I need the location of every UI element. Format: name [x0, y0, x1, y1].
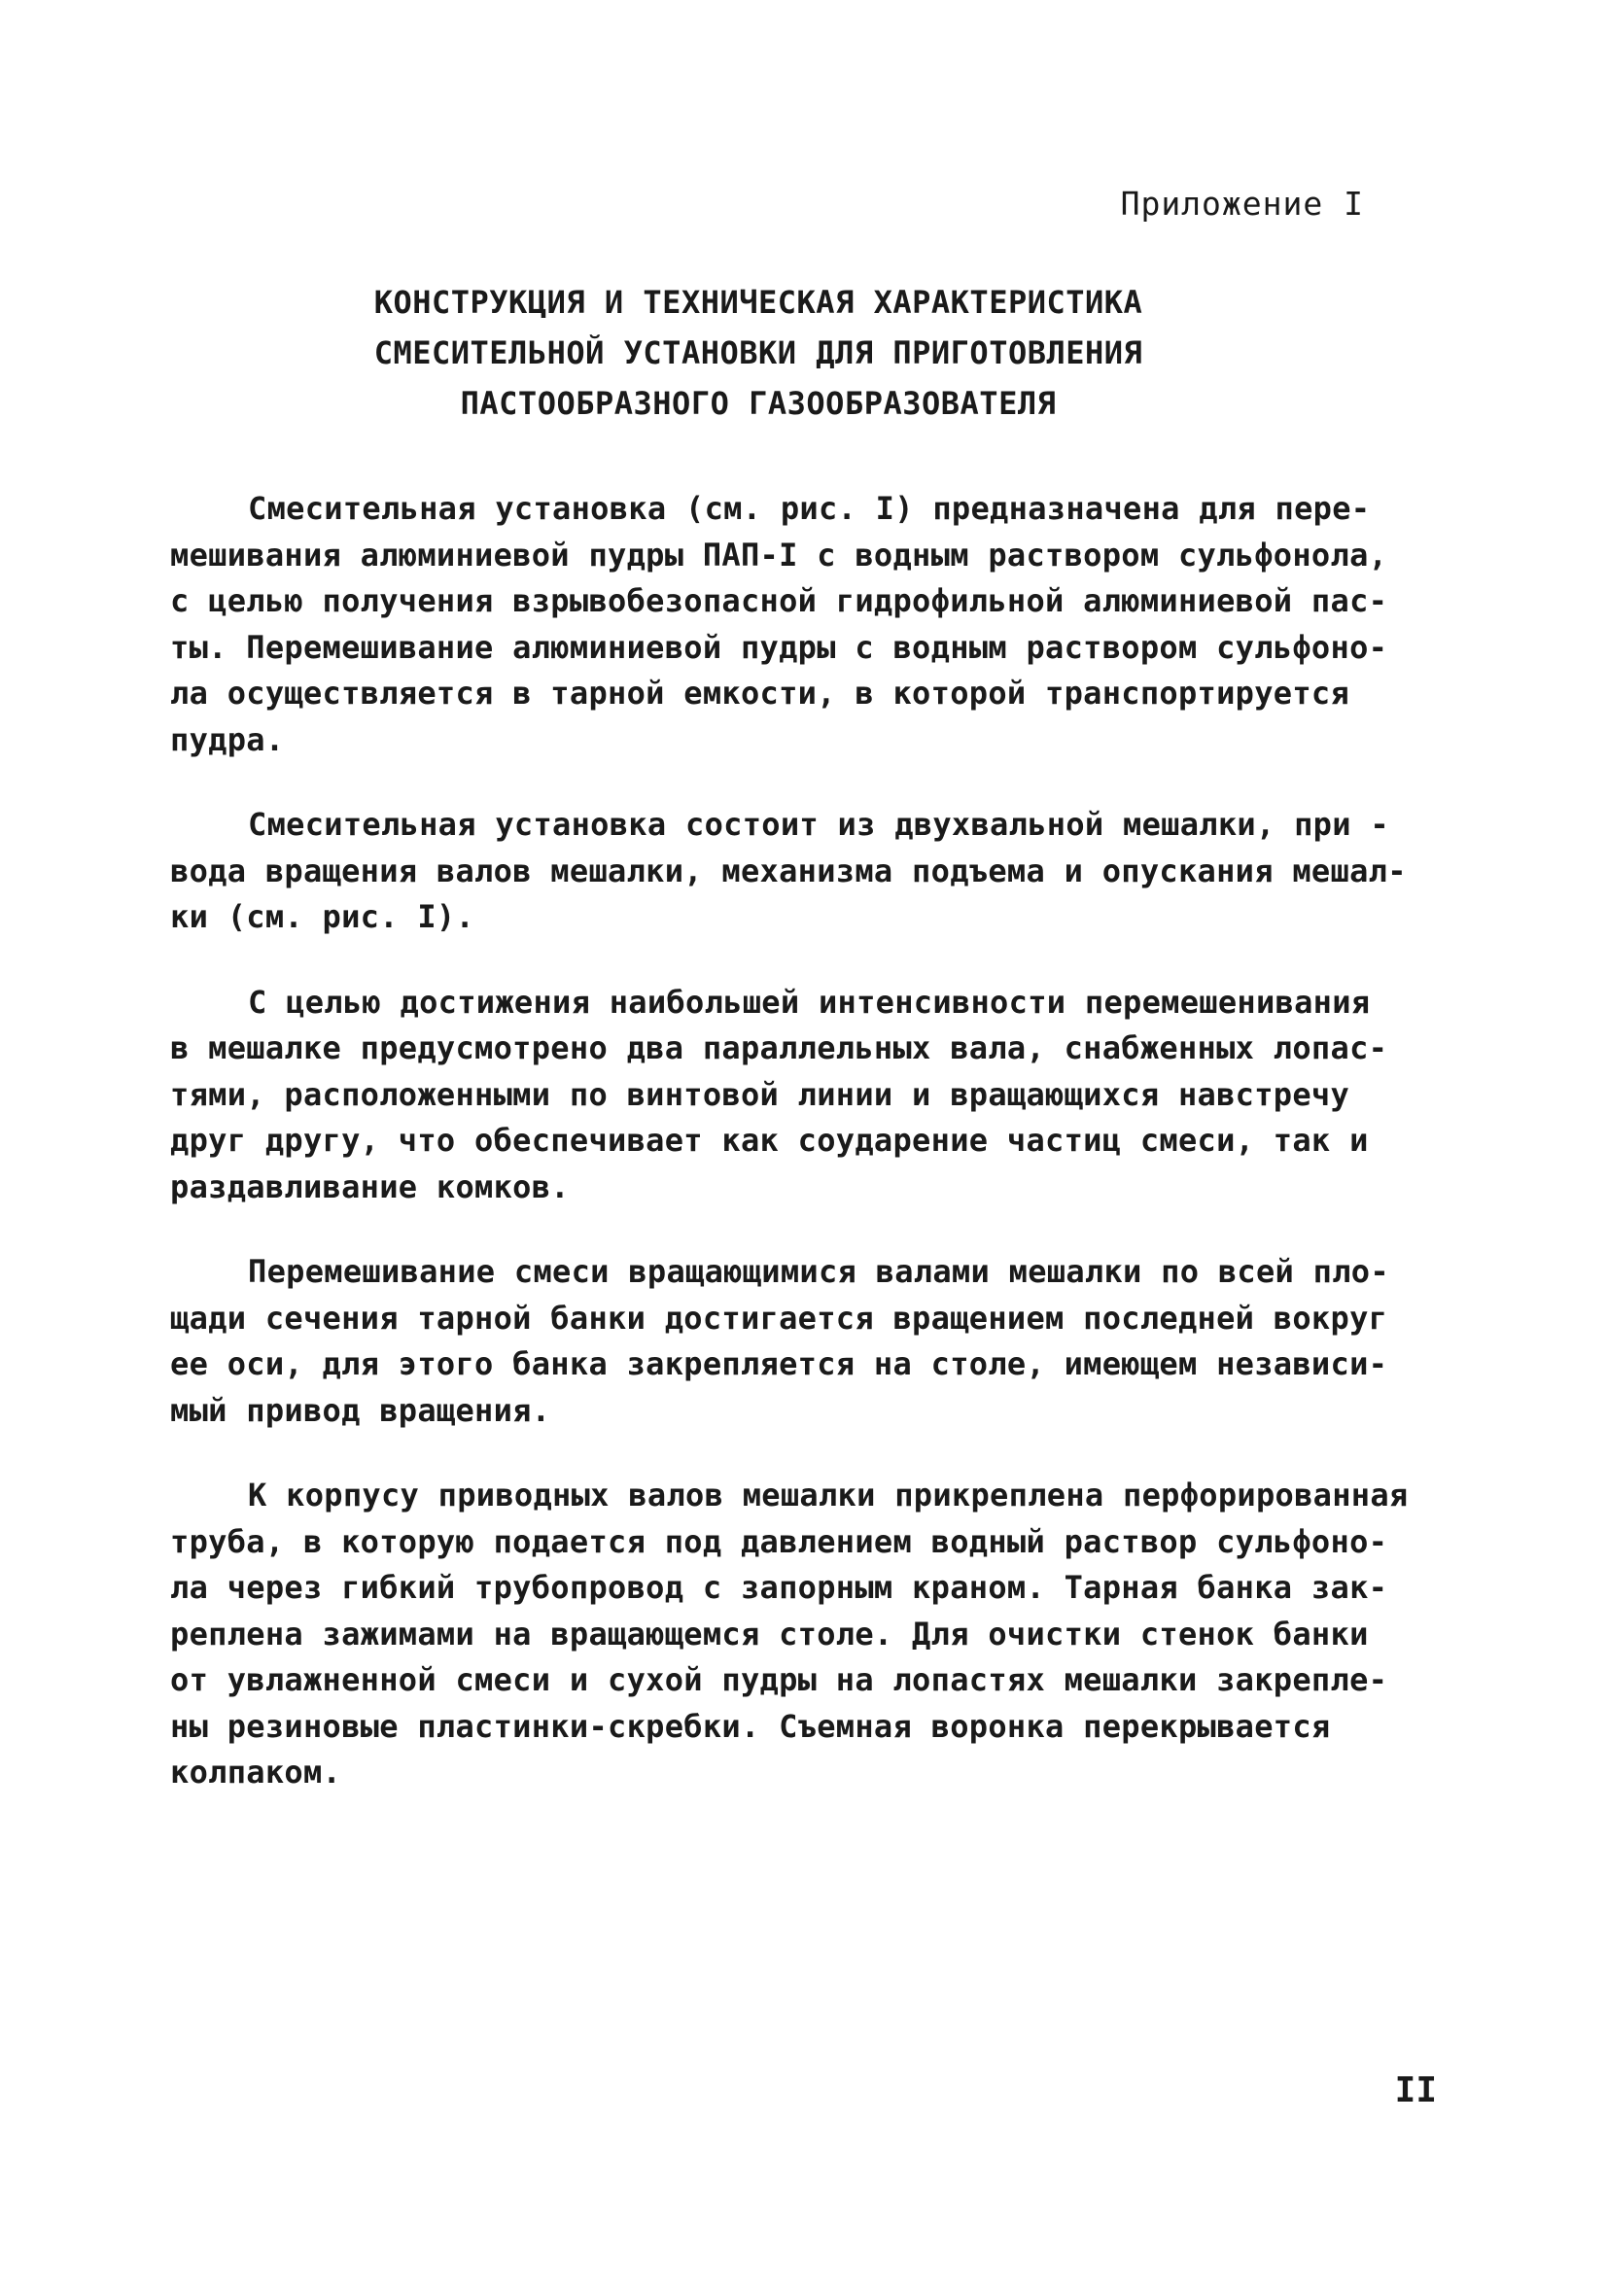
title-line: СМЕСИТЕЛЬНОЙ УСТАНОВКИ ДЛЯ ПРИГОТОВЛЕНИЯ — [373, 334, 1143, 371]
text-line: мый привод вращения. — [170, 1391, 551, 1429]
text-line: ки (см. рис. I). — [170, 898, 475, 935]
text-line: ла осуществляется в тарной емкости, в которой транспортируется — [170, 675, 1350, 712]
document-title — [243, 277, 1274, 429]
paragraph — [170, 1249, 1434, 1434]
text-line: пудра. — [170, 720, 285, 758]
paragraph — [170, 802, 1434, 941]
text-line: вода вращения валов мешалки, механизма подъема и опускания мешал- — [170, 852, 1407, 889]
text-line: колпаком. — [170, 1754, 342, 1791]
text-line: тями, расположенными по винтовой линии и вращающихся навстречу — [170, 1075, 1350, 1113]
paragraph — [170, 1473, 1434, 1796]
text-line: от увлажненной смеси и сухой пудры на лопастях мешалки закрепле- — [170, 1661, 1388, 1698]
text-line: ее оси, для этого банка закрепляется на столе, имеющем независи- — [170, 1345, 1388, 1382]
text-line: С целью достижения наибольшей интенсивности перемешенивания — [248, 983, 1371, 1021]
text-line: мешивания алюминиевой пудры ПАП-I с водным раствором сульфонола, — [170, 536, 1388, 574]
text-line: К корпусу приводных валов мешалки прикреплена перфорированная — [248, 1477, 1409, 1513]
text-line: Перемешивание смеси вращающимися валами мешалки по всей пло- — [248, 1253, 1389, 1290]
text-line: в мешалке предусмотрено два параллельных вала, снабженных лопас- — [170, 1029, 1388, 1066]
text-line: раздавливание комков. — [170, 1167, 570, 1205]
text-line: ла через гибкий трубопровод с запорным краном. Тарная банка зак- — [170, 1569, 1388, 1606]
title-line: КОНСТРУКЦИЯ И ТЕХНИЧЕСКАЯ ХАРАКТЕРИСТИКА — [373, 284, 1143, 321]
paragraph — [170, 486, 1434, 763]
page-number: II — [1394, 2070, 1437, 2110]
text-line: ты. Перемешивание алюминиевой пудры с водным раствором сульфоно- — [170, 628, 1388, 666]
text-line: Смесительная установка состоит из двухвальной мешалки, при - — [248, 806, 1389, 843]
text-line: друг другу, что обеспечивает как соударение частиц смеси, так и — [170, 1122, 1369, 1159]
text-line: реплена зажимами на вращающемся столе. Для очистки стенок банки — [170, 1615, 1369, 1652]
body-text — [170, 486, 1434, 1835]
paragraph — [170, 980, 1434, 1211]
appendix-label: Приложение I — [1120, 185, 1364, 223]
text-line: щади сечения тарной банки достигается вращением последней вокруг — [170, 1299, 1388, 1337]
text-line: Смесительная установка (см. рис. I) предназначена для пере- — [248, 490, 1371, 527]
text-line: с целью получения взрывобезопасной гидрофильной алюминиевой пас- — [170, 582, 1388, 619]
text-line: труба, в которую подается под давлением водный раствор сульфоно- — [170, 1522, 1388, 1560]
text-line: ны резиновые пластинки-скребки. Съемная воронка перекрывается — [170, 1707, 1331, 1745]
title-line: ПАСТООБРАЗНОГО ГАЗООБРАЗОВАТЕЛЯ — [460, 385, 1057, 422]
